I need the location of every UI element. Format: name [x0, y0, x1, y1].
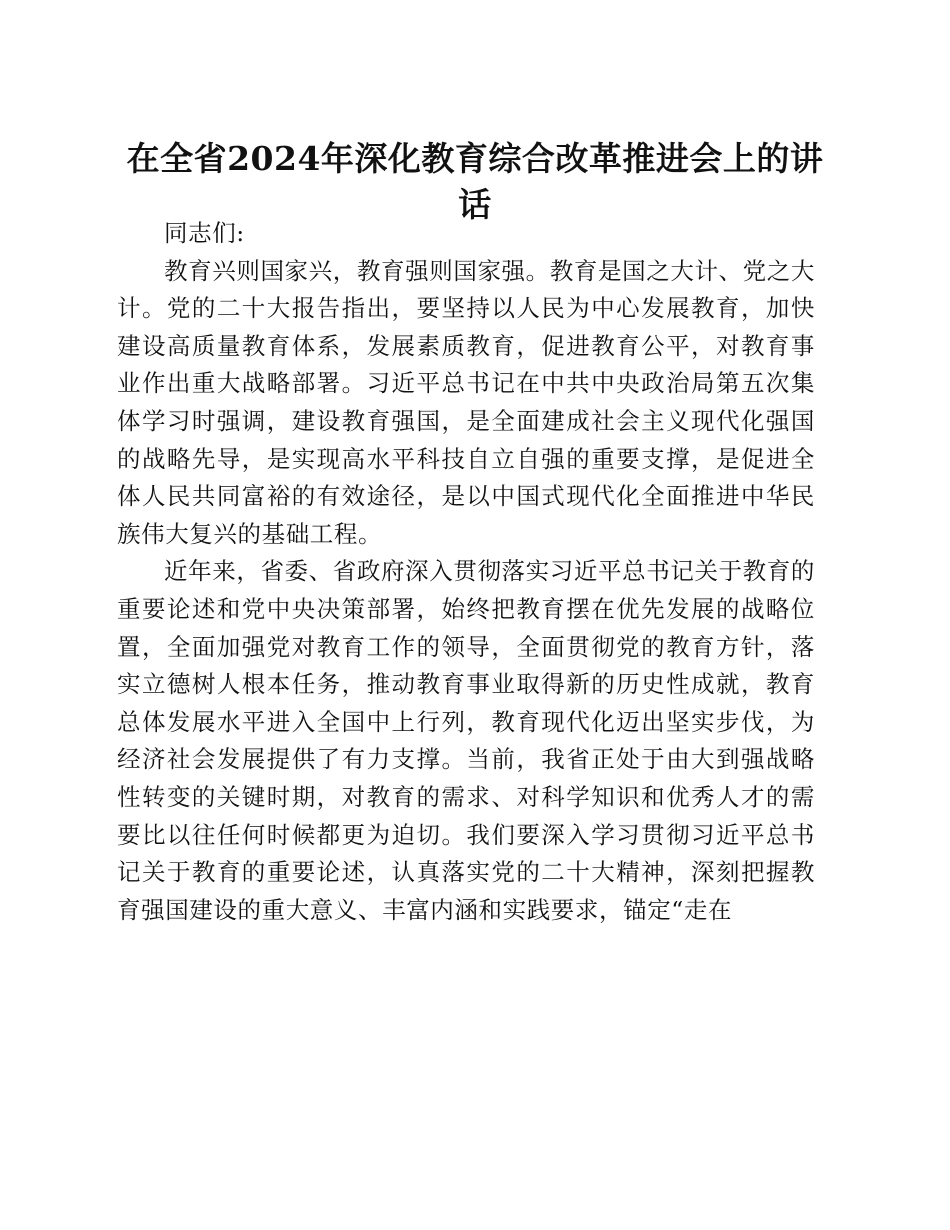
paragraph-1: 教育兴则国家兴，教育强则国家强。教育是国之大计、党之大计。党的二十大报告指出，要坚持以人民为中心发展教育，加快建设高质量教育体系，发展素质教育，促进教育公平，对教育事业作出重大战略部署。习近平总书记在中共中央政治局第五次集体学习时强调，建设教育强国，是全面建成社会主义现代化强国的战略先导，是实现高水平科技自立自强的重要支撑，是促进全体人民共同富裕的有效途径，是以中国式现代化全面推进中华民族伟大复兴的基础工程。 — [117, 256, 815, 548]
salutation: 同志们: — [164, 219, 245, 247]
paragraph-2: 近年来，省委、省政府深入贯彻落实习近平总书记关于教育的重要论述和党中央决策部署，始终把教育摆在优先发展的战略位置，全面加强党对教育工作的领导，全面贯彻党的教育方针，落实立德树人根本任务，推动教育事业取得新的历史性成就，教育总体发展水平进入全国中上行列，教育现代化迈出坚实步伐，为经济社会发展提供了有力支撑。当前，我省正处于由大到强战略性转变的关键时期，对教育的需求、对科学知识和优秀人才的需要比以往任何时候都更为迫切。我们要深入学习贯彻习近平总书记关于教育的重要论述，认真落实党的二十大精神，深刻把握教育强国建设的重大意义、丰富内涵和实践要求，锚定“走在 — [117, 557, 815, 924]
document-body — [117, 215, 815, 929]
document-title: 在全省2024年深化教育综合改革推进会上的讲话 — [126, 139, 824, 224]
